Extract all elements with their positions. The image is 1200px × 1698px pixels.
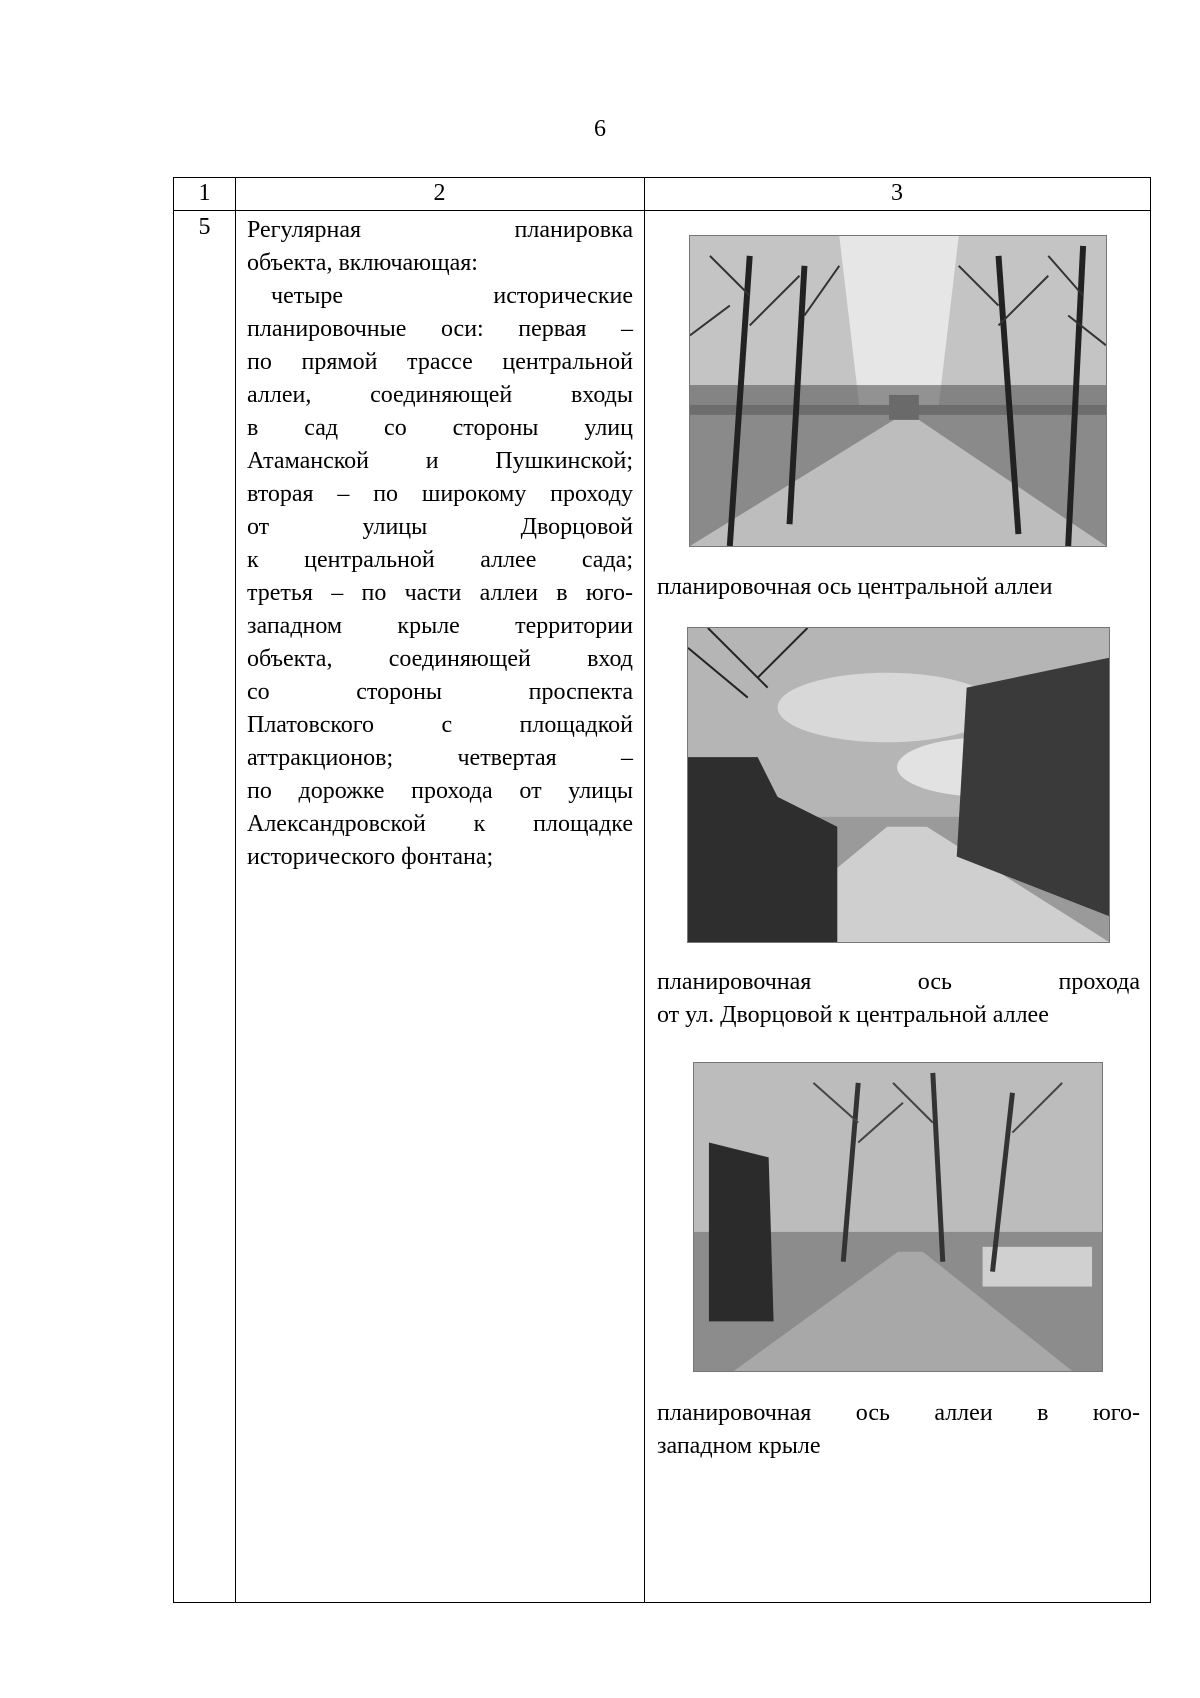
description-line: от улицы Дворцовой — [247, 514, 633, 540]
description-line: со стороны проспекта — [247, 679, 633, 705]
description-line: Александровской к площадке — [247, 811, 633, 837]
header-col-2: 2 — [433, 180, 446, 206]
description-line: четыре исторические — [271, 283, 633, 309]
caption-line: западном крыле — [657, 1433, 821, 1459]
description-line: по дорожке прохода от улицы — [247, 778, 633, 804]
description-line: объекта, соединяющей вход — [247, 646, 633, 672]
dvortsovaya-passage-photo — [687, 627, 1110, 943]
header-col-1: 1 — [198, 180, 211, 206]
header-divider — [174, 210, 1150, 211]
description-line: аттракционов; четвертая – — [247, 745, 633, 771]
description-line: исторического фонтана; — [247, 844, 494, 870]
description-line: западном крыле территории — [247, 613, 633, 639]
park-alley-photo-icon — [690, 236, 1106, 546]
south-west-alley-photo — [693, 1062, 1103, 1372]
description-line: Атаманской и Пушкинской; — [247, 448, 633, 474]
row-number: 5 — [198, 214, 211, 240]
column-divider — [235, 178, 236, 1602]
caption-line: от ул. Дворцовой к центральной аллее — [657, 1002, 1049, 1028]
photo-caption — [657, 571, 1140, 604]
photo-caption — [657, 966, 1140, 1032]
description-line: Платовского с площадкой — [247, 712, 633, 738]
caption-line: планировочная ось прохода — [657, 969, 1140, 995]
description-line: по прямой трассе центральной — [247, 349, 633, 375]
caption-line: планировочная ось аллеи в юго- — [657, 1400, 1140, 1426]
header-col-3: 3 — [891, 180, 903, 206]
description-line: планировочные оси: первая – — [247, 316, 633, 342]
column-divider — [644, 178, 645, 1602]
photo-caption — [657, 1397, 1140, 1463]
central-alley-photo — [689, 235, 1107, 547]
description-line: вторая – по широкому проходу — [247, 481, 633, 507]
heritage-table — [173, 177, 1151, 1603]
feature-description — [247, 214, 633, 874]
description-line: третья – по части аллеи в юго- — [247, 580, 633, 606]
description-line: объекта, включающая: — [247, 250, 478, 276]
caption-line: планировочная ось центральной аллеи — [657, 574, 1053, 600]
park-alley-photo-icon — [694, 1063, 1102, 1371]
description-line: к центральной аллее сада; — [247, 547, 633, 573]
park-alley-photo-icon — [688, 628, 1109, 942]
description-line: Регулярная планировка — [247, 217, 633, 243]
description-line: в сад со стороны улиц — [247, 415, 633, 441]
page-number: 6 — [594, 116, 606, 142]
description-line: аллеи, соединяющей входы — [247, 382, 633, 408]
